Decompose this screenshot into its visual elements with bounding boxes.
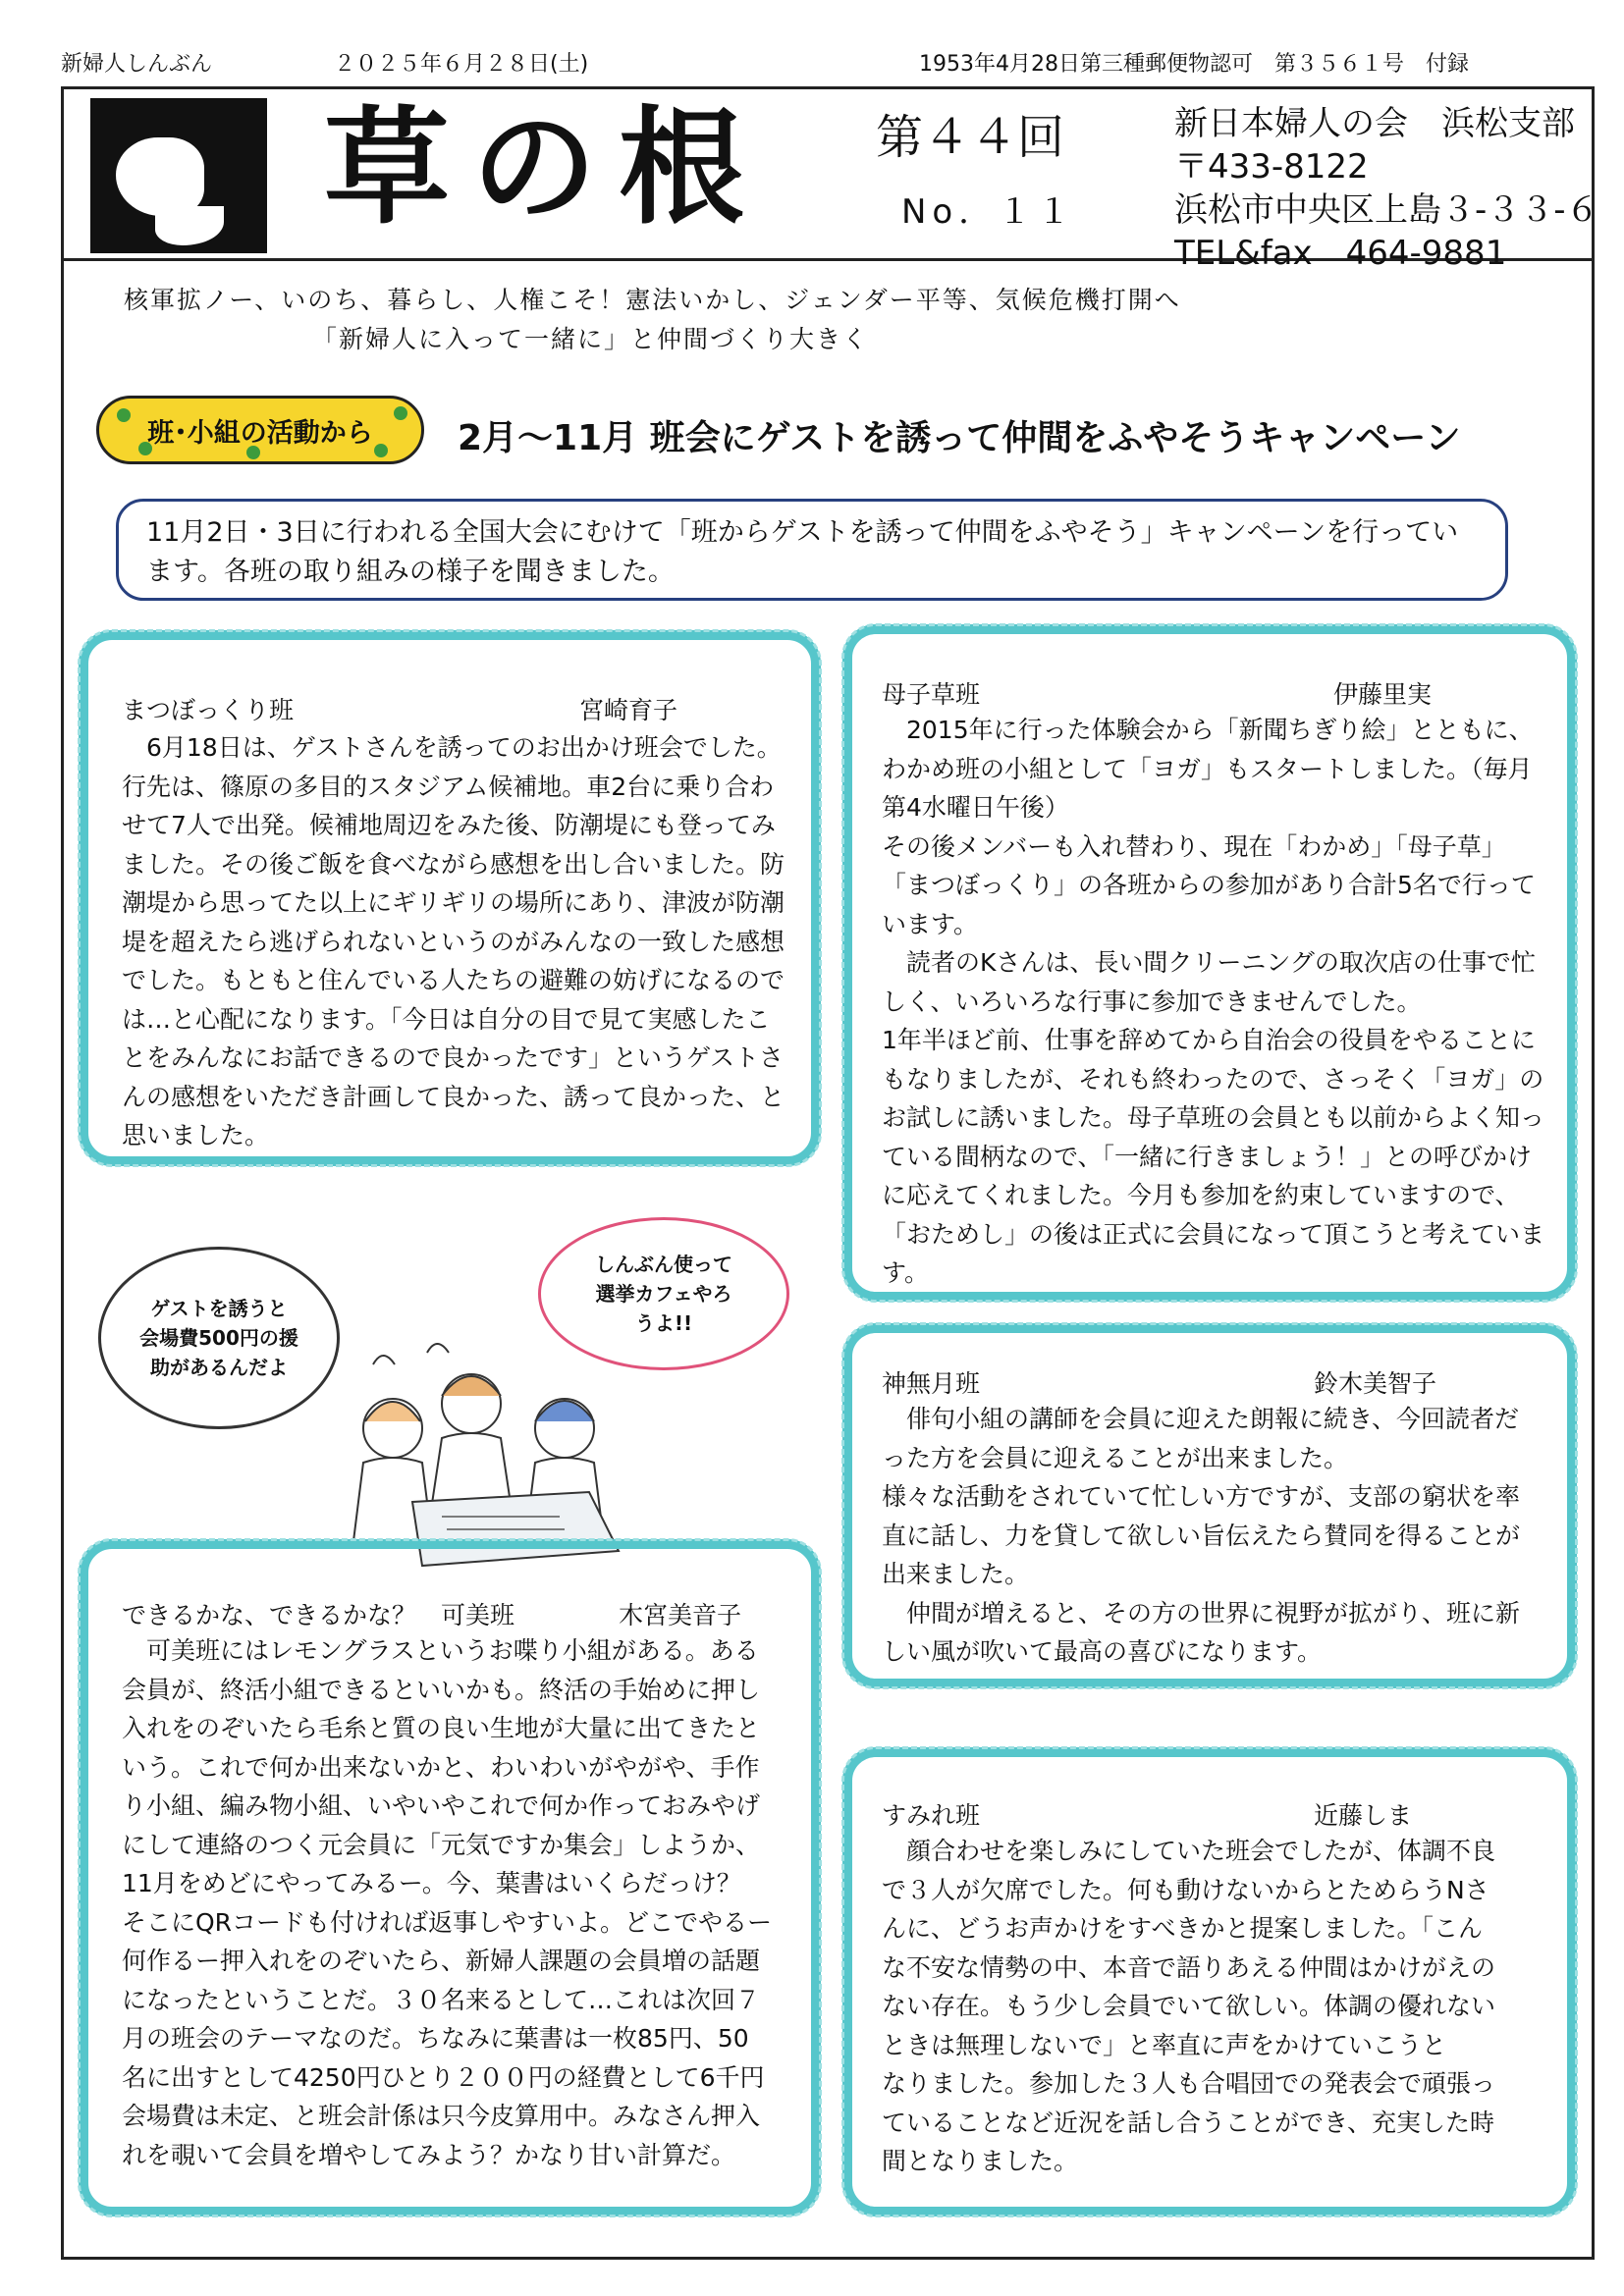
body-line: 11月をめどにやってみるー。今、葉書はいくらだっけ？ (122, 1869, 741, 1897)
body-line: その後メンバーも入れ替わり、現在「わかめ」「母子草」 (882, 831, 1506, 861)
body-line: 第4水曜日午後） (882, 793, 1069, 822)
article-author: 鈴木美智子 (1314, 1369, 1437, 1398)
body-line: 6月18日は、ゲストさんを誘ってのお出かけ班会でした。 (122, 733, 782, 762)
body-line: った方を会員に迎えることが出来ました。 (882, 1443, 1349, 1472)
body-line: いう。これで何か出来ないかと、わいわいがやがや、手作 (122, 1752, 760, 1782)
bubble-line: 会場費500円の援 (139, 1326, 298, 1350)
article-body (122, 728, 785, 1155)
body-line: 名に出すとして4250円ひとり２００円の経費として6千円 (122, 2062, 765, 2092)
masthead-title: 草の根 (324, 94, 767, 241)
body-line: しく、いろいろな行事に参加できませんでした。 (882, 987, 1422, 1016)
publisher-line: TEL&fax 464-9881 (1174, 234, 1507, 273)
body-line: 会場費は未定、と班会計係は只今皮算用中。みなさん押入 (122, 2102, 761, 2130)
body-line: そこにQRコードも付ければ返事しやすいよ。どこでやるー (122, 1907, 773, 1937)
section-tag (96, 396, 424, 464)
body-line: んの感想をいただき計画して良かった、誘って良かった、と (122, 1082, 785, 1111)
body-line: 俳句小組の講師を会員に迎えた朗報に続き、今回読者だ (882, 1405, 1520, 1433)
article-kabi (79, 1539, 821, 2216)
body-line: れを覗いて会員を増やしてみよう？かなり甘い計算だ。 (122, 2140, 736, 2169)
body-line: せて7人で出発。候補地周辺をみた後、防潮堤にも登ってみ (122, 811, 776, 839)
article-author: 近藤しま (1314, 1801, 1413, 1830)
body-line: 「まつぼっくり」の各班からの参加があり合計5名で行って (882, 871, 1536, 899)
article-body (882, 1832, 1495, 2181)
body-line: ていることなど近況を話し合うことができ、充実した時 (882, 2108, 1495, 2137)
body-line: り小組、編み物小組、いやいやこれで何か作っておみやげ (122, 1791, 761, 1820)
body-line: に応えてくれました。今月も参加を約束していますので、 (882, 1181, 1520, 1209)
body-line: す。 (882, 1258, 930, 1287)
article-body (882, 711, 1544, 1293)
section-headline: 2月～11月 班会にゲストを誘って仲間をふやそうキャンペーン (458, 418, 1461, 458)
issue-number: No．１１ (901, 192, 1077, 232)
body-line: 会員が、終活小組できるといいかも。終活の手始めに押し (122, 1675, 761, 1704)
body-line: 様々な活動をされていて忙しい方ですが、支部の窮状を率 (882, 1482, 1521, 1511)
article-body (122, 1631, 772, 2174)
publisher-info (1174, 102, 1599, 275)
slogan-line-1: 核軍拡ノー、いのち、暮らし、人権こそ！憲法いかし、ジェンダー平等、気候危機打開へ (124, 286, 1181, 314)
body-line: 潮堤から思ってた以上にギリギリの場所にあり、津波が防潮 (122, 888, 785, 917)
section-tag-label: 班･小組の活動から (147, 417, 373, 449)
body-line: ときは無理しないで」と率直に声をかけていこうと (882, 2030, 1447, 2059)
article-body (882, 1400, 1520, 1672)
speech-bubble-left (98, 1247, 340, 1429)
body-line: います。 (882, 909, 979, 938)
bubble-line: しんぶん使って (595, 1253, 732, 1276)
newspaper-name: 新婦人しんぶん (61, 52, 213, 77)
body-line: 入れをのぞいたら毛糸と質の良い生地が大量に出てきたと (122, 1714, 761, 1742)
article-group: 神無月班 (882, 1369, 981, 1398)
body-line: ない存在。もう少し会員でいて欲しい。体調の優れない (882, 1992, 1496, 2020)
body-line: な不安な情勢の中、本音で語りあえる仲間はかけがえの (882, 1952, 1496, 1982)
bubble-line: ゲストを誘うと (150, 1297, 288, 1320)
article-author: 宮崎育子 (579, 696, 678, 724)
body-line: 2015年に行った体験会から「新聞ちぎり絵」とともに、 (882, 716, 1534, 744)
bubble-line: うよ!! (634, 1311, 693, 1335)
body-line: 可美班にはレモングラスというお喋り小組がある。ある (122, 1636, 759, 1665)
publisher-line: 新日本婦人の会 浜松支部 (1174, 104, 1575, 143)
article-group: 母子草班 (882, 680, 981, 709)
slogan-line-2: 「新婦人に入って一緒に」と仲間づくり大きく (312, 325, 870, 353)
bubble-line: 選挙カフェやろ (595, 1282, 732, 1306)
body-line: 直に話し、力を貸して欲しい旨伝えたら賛同を得ることが (882, 1521, 1521, 1550)
body-line: 出来ました。 (882, 1560, 1030, 1588)
body-line: 「おためし」の後は正式に会員になって頂こうと考えていま (882, 1219, 1545, 1249)
body-line: 顔合わせを楽しみにしていた班会でしたが、体調不良 (882, 1837, 1496, 1865)
body-line: でした。もともと住んでいる人たちの避難の妨げになるので (122, 966, 785, 994)
article-group: まつぼっくり班 (122, 696, 295, 724)
body-line: 月の班会のテーマなのだ。ちなみに葉書は一枚85円、50 (122, 2024, 749, 2053)
body-line: とをみんなにお話できるので良かったです」というゲストさ (122, 1043, 785, 1072)
body-line: で３人が欠席でした。何も動けないからとためらうNさ (882, 1875, 1489, 1904)
article-matsubokkuri (79, 630, 821, 1166)
article-sumire (842, 1747, 1577, 2216)
body-line: にして連絡のつく元会員に「元気ですか集会」しようか、 (122, 1830, 761, 1859)
body-line: になったということだ。３０名来るとして…これは次回７ (122, 1985, 761, 2014)
body-line: 間となりました。 (882, 2147, 1079, 2175)
article-group: できるかな、できるかな？ 可美班 (122, 1601, 515, 1629)
body-line: は…と心配になります。「今日は自分の目で見て実感したこ (122, 1004, 771, 1034)
body-line: わかめ班の小組として「ヨガ」もスタートしました。（毎月 (882, 754, 1533, 783)
article-author: 伊藤里実 (1333, 680, 1433, 709)
publisher-line: 浜松市中央区上島３-３３-６ (1174, 190, 1599, 230)
intro-line: ます。各班の取り組みの様子を聞きました。 (146, 557, 675, 587)
intro-box (116, 499, 1508, 601)
postal-permit: 1953年4月28日第三種郵便物認可 第３５６１号 付録 (919, 52, 1469, 77)
body-line: もなりましたが、それも終わったので、さっそく「ヨガ」の (882, 1064, 1544, 1094)
body-line: お試しに誘いました。母子草班の会員とも以前からよく知っ (882, 1103, 1545, 1132)
body-line: 行先は、篠原の多目的スタジアム候補地。車2台に乗り合わ (122, 772, 775, 801)
article-group: すみれ班 (882, 1801, 981, 1830)
body-line: 何作るー押入れをのぞいたら、新婦人課題の会員増の話題 (122, 1947, 761, 1975)
article-kannazuki (842, 1323, 1577, 1688)
body-line: しい風が吹いて最高の喜びになります。 (882, 1637, 1323, 1666)
article-boshigusa (842, 624, 1577, 1302)
body-line: ている間柄なので、「一緒に行きましょう！」との呼びかけ (882, 1142, 1533, 1171)
intro-line: 11月2日・3日に行われる全国大会にむけて「班からゲストを誘って仲間をふやそう」キャンペーンを行ってい (146, 517, 1459, 548)
body-line: 読者のKさんは、長い間クリーニングの取次店の仕事で忙 (882, 948, 1536, 977)
issue-count: 第４４回 (876, 110, 1065, 165)
body-line: なりました。参加した３人も合唱団での発表会で頑張っ (882, 2069, 1496, 2098)
body-line: 1年半ほど前、仕事を辞めてから自治会の役員をやることに (882, 1026, 1536, 1054)
article-author: 木宮美音子 (619, 1601, 742, 1629)
body-line: んに、どうお声かけをすべきかと提案しました。「こん (882, 1914, 1484, 1943)
body-line: 堤を超えたら逃げられないというのがみんなの一致した感想 (122, 927, 785, 956)
body-line: 思いました。 (122, 1121, 270, 1149)
body-line: 仲間が増えると、その方の世界に視野が拡がり、班に新 (882, 1598, 1521, 1628)
publisher-line: 〒433-8122 (1174, 147, 1369, 187)
body-line: ました。その後ご飯を食べながら感想を出し合いました。防 (122, 849, 785, 879)
bird-logo-body (116, 137, 204, 216)
issue-date: ２０２５年６月２８日(土) (334, 52, 589, 77)
bubble-line: 助があるんだよ (150, 1356, 288, 1379)
